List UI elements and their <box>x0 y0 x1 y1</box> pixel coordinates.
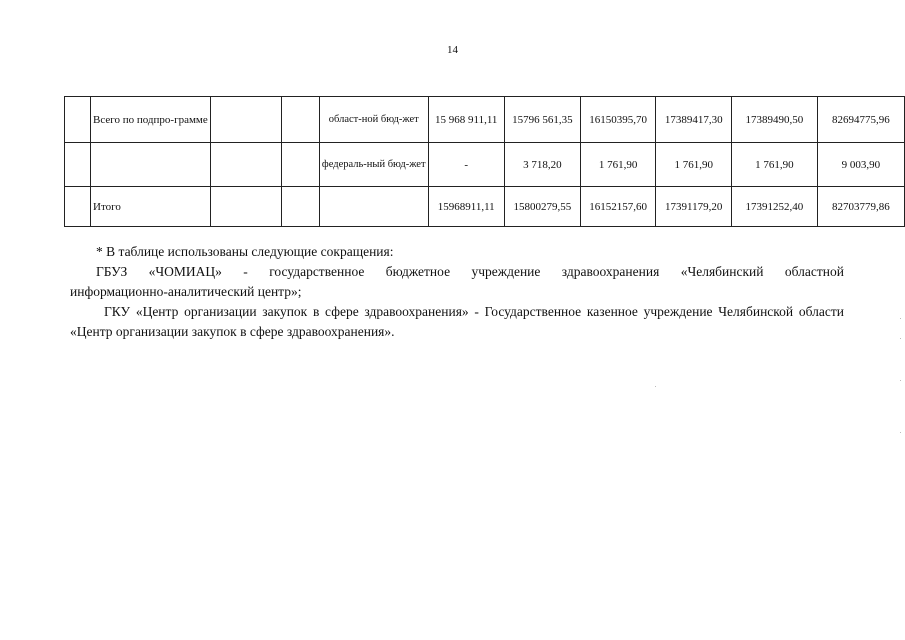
page-number: 14 <box>447 44 458 56</box>
funding-source: федераль-ный бюд-жет <box>319 143 428 187</box>
budget-table <box>64 96 905 227</box>
funding-source <box>319 187 428 227</box>
row-label: Всего по подпро-грамме <box>91 97 211 143</box>
value-cell: 17389490,50 <box>732 97 818 143</box>
table-cell-empty <box>65 97 91 143</box>
scan-speck <box>655 386 656 387</box>
value-cell: 1 761,90 <box>656 143 732 187</box>
value-cell: 15968911,11 <box>428 187 504 227</box>
table-cell-empty <box>282 187 320 227</box>
abbreviations-notes <box>70 242 844 342</box>
value-cell: - <box>428 143 504 187</box>
scan-speck <box>900 380 901 381</box>
value-cell: 16152157,60 <box>580 187 656 227</box>
note-gbuz-line1: ГБУЗ «ЧОМИАЦ» - государственное бюджетное учреждение здравоохранения «Челябинский областной <box>96 264 844 279</box>
row-label: Итого <box>91 187 211 227</box>
value-cell: 1 761,90 <box>580 143 656 187</box>
table-cell-empty <box>65 187 91 227</box>
value-cell: 15796 561,35 <box>504 97 580 143</box>
value-cell: 15 968 911,11 <box>428 97 504 143</box>
table-cell-empty <box>282 97 320 143</box>
notes-intro: * В таблице использованы следующие сокращения: <box>96 244 394 259</box>
table-cell-empty <box>282 143 320 187</box>
table-row <box>65 143 905 187</box>
note-gku: ГКУ «Центр организации закупок в сфере здравоохранения» - Государственное казенное учреждение Челябинской области «Центр организации закупок в сфере здравоохранения». <box>70 304 844 339</box>
table-cell-empty <box>65 143 91 187</box>
value-cell: 9 003,90 <box>817 143 904 187</box>
value-cell: 17389417,30 <box>656 97 732 143</box>
value-cell: 17391179,20 <box>656 187 732 227</box>
value-cell: 3 718,20 <box>504 143 580 187</box>
table-row <box>65 97 905 143</box>
scan-speck <box>900 318 901 319</box>
scan-speck <box>900 338 901 339</box>
value-cell: 17391252,40 <box>732 187 818 227</box>
table-row <box>65 187 905 227</box>
value-cell: 82703779,86 <box>817 187 904 227</box>
funding-source: област-ной бюд-жет <box>319 97 428 143</box>
value-cell: 16150395,70 <box>580 97 656 143</box>
value-cell: 82694775,96 <box>817 97 904 143</box>
table-cell-empty <box>210 97 281 143</box>
row-label <box>91 143 211 187</box>
scan-speck <box>900 432 901 433</box>
value-cell: 1 761,90 <box>732 143 818 187</box>
table-cell-empty <box>210 143 281 187</box>
note-gbuz-line2: информационно-аналитический центр»; <box>70 284 302 299</box>
value-cell: 15800279,55 <box>504 187 580 227</box>
table-cell-empty <box>210 187 281 227</box>
